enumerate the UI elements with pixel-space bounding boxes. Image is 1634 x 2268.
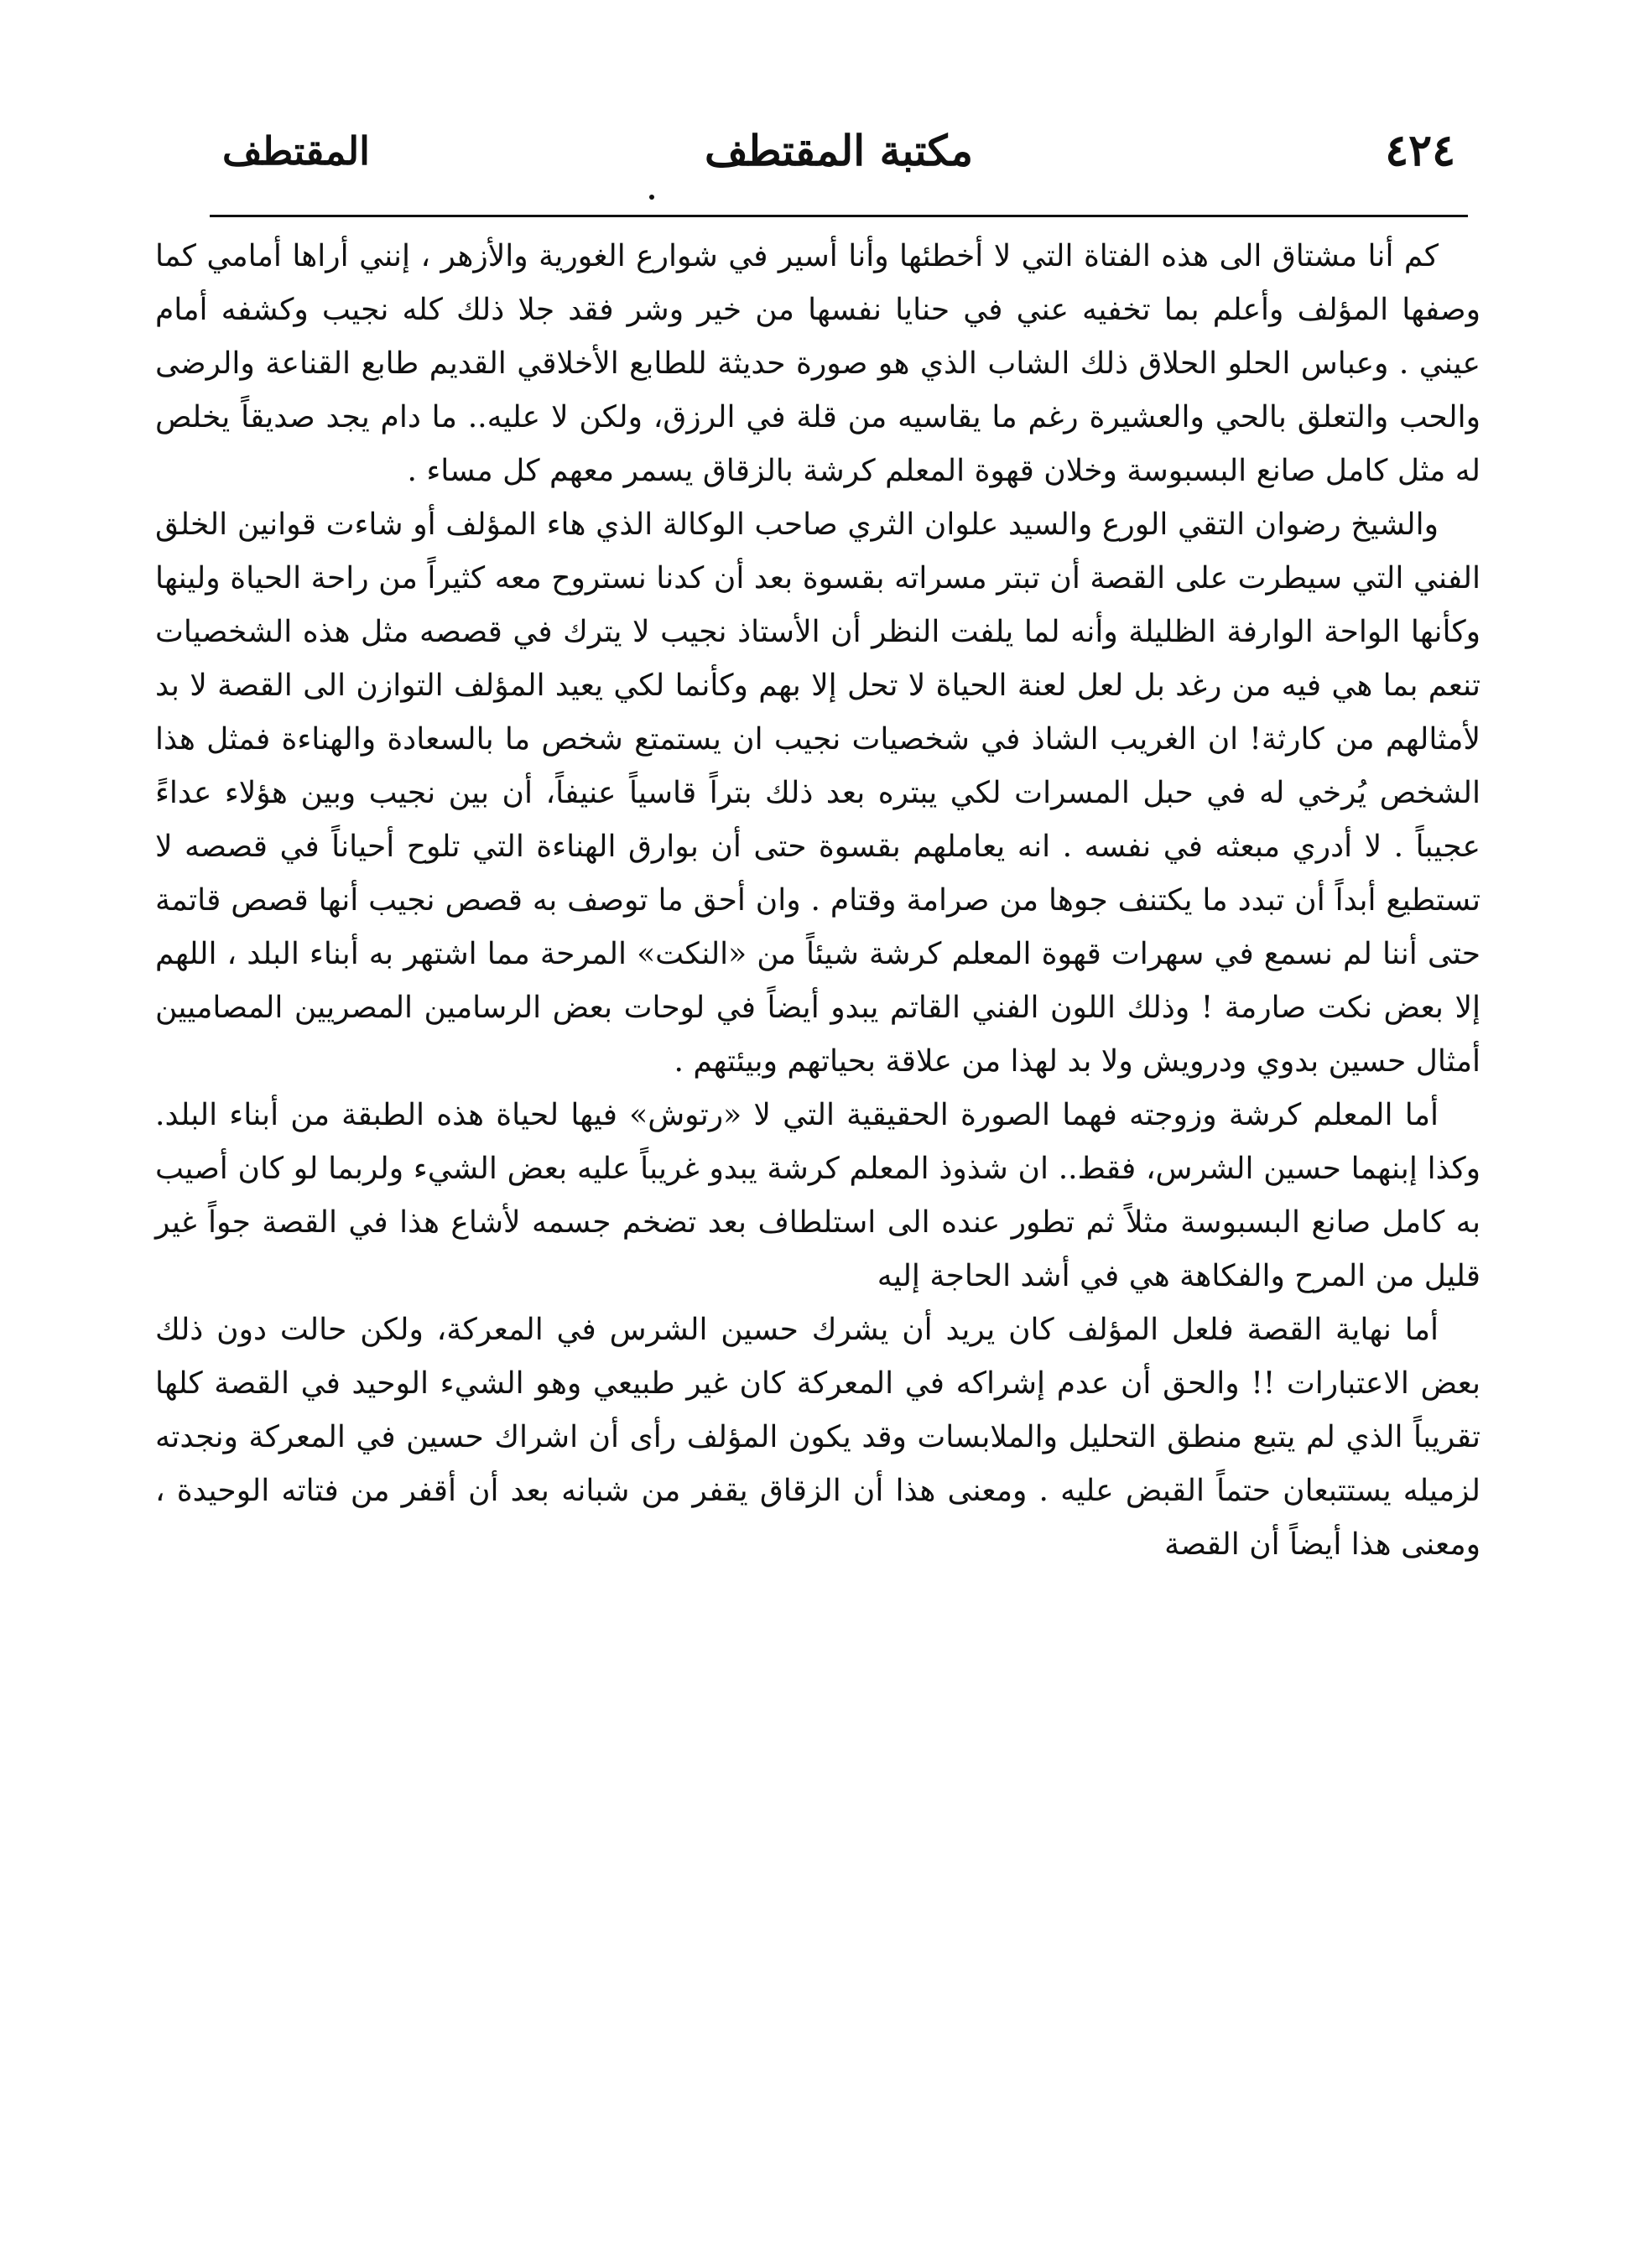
page-header <box>222 117 1455 185</box>
paragraph: أما نهاية القصة فلعل المؤلف كان يريد أن يشرك حسين الشرس في المعركة، ولكن حالت دون ذلك بعض الاعتبارات !! والحق أن عدم إشراكه في المعركة كان غير طبيعي وهو الشيء الوحيد في القصة كلها تقريباً الذي لم يتبع منطق التحليل والملابسات وقد يكون المؤلف رأى أن اشراك حسين في المعركة ونجدته لزميله يستتبعان حتماً القبض عليه . ومعنى هذا أن الزقاق يقفر من شبانه بعد أن أقفر من فتاته الوحيدة ، ومعنى هذا أيضاً أن القصة <box>155 1313 1480 1562</box>
paragraph: أما المعلم كرشة وزوجته فهما الصورة الحقيقية التي لا «رتوش» فيها لحياة هذه الطبقة من أبناء البلد. وكذا إبنهما حسين الشرس، فقط.. ان شذوذ المعلم كرشة يبدو غريباً عليه بعض الشيء ولربما لو كان أصيب به كامل صانع البسبوسة مثلاً ثم تطور عنده الى استلطاف بعد تضخم جسمه لأشاع هذا في القصة جواً غير قليل من المرح والفكاهة هي في أشد الحاجة إليه <box>155 1098 1480 1293</box>
page-title: مكتبة المقتطف <box>705 126 973 175</box>
paragraph: كم أنا مشتاق الى هذه الفتاة التي لا أخطئها وأنا أسير في شوارع الغورية والأزهر ، إنني أراها أمامي كما وصفها المؤلف وأعلم بما تخفيه عني في حنايا نفسها من خير وشر فقد جلا ذلك كله نجيب وكشفه أمام عيني . وعباس الحلو الحلاق ذلك الشاب الذي هو صورة حديثة للطابع الأخلاقي القديم طابع القناعة والرضى والحب والتعلق بالحي والعشيرة رغم ما يقاسيه من قلة في الرزق، ولكن لا عليه.. ما دام يجد صديقاً يخلص له مثل كامل صانع البسبوسة وخلان قهوة المعلم كرشة بالزقاق يسمر معهم كل مساء . <box>155 239 1480 488</box>
page-number: ٤٢٤ <box>1385 125 1455 176</box>
article-body <box>155 230 1480 1572</box>
header-dot <box>649 195 654 200</box>
magazine-name: المقتطف <box>222 128 370 174</box>
header-divider <box>210 215 1468 217</box>
paragraph: والشيخ رضوان التقي الورع والسيد علوان الثري صاحب الوكالة الذي هاء المؤلف أو شاءت قوانين الخلق الفني التي سيطرت على القصة أن تبتر مسراته بقسوة بعد أن كدنا نستروح معه كثيراً من راحة الحياة ولينها وكأنها الواحة الوارفة الظليلة وأنه لما يلفت النظر أن الأستاذ نجيب لا يترك في قصصه مثل هذه الشخصيات تنعم بما هي فيه من رغد بل لعل لعنة الحياة لا تحل إلا بهم وكأنما لكي يعيد المؤلف التوازن الى القصة لا بد لأمثالهم من كارثة! ان الغريب الشاذ في شخصيات نجيب ان يستمتع شخص ما بالسعادة والهناءة فمثل هذا الشخص يُرخي له في حبل المسرات لكي يبتره بعد ذلك بتراً قاسياً عنيفاً، أن بين نجيب وبين هؤلاء عداءً عجيباً . لا أدري مبعثه في نفسه . انه يعاملهم بقسوة حتى أن بوارق الهناءة التي تلوح أحياناً في قصصه لا تستطيع أبداً أن تبدد ما يكتنف جوها من صرامة وقتام . وان أحق ما توصف به قصص نجيب أنها قصص قاتمة حتى أننا لم نسمع في سهرات قهوة المعلم كرشة شيئاً من «النكت» المرحة مما اشتهر به أبناء البلد ، اللهم إلا بعض نكت صارمة ! وذلك اللون الفني القاتم يبدو أيضاً في لوحات بعض الرسامين المصريين المصاميين أمثال حسين بدوي ودرويش ولا بد لهذا من علاقة بحياتهم وبيئتهم . <box>155 507 1481 1079</box>
